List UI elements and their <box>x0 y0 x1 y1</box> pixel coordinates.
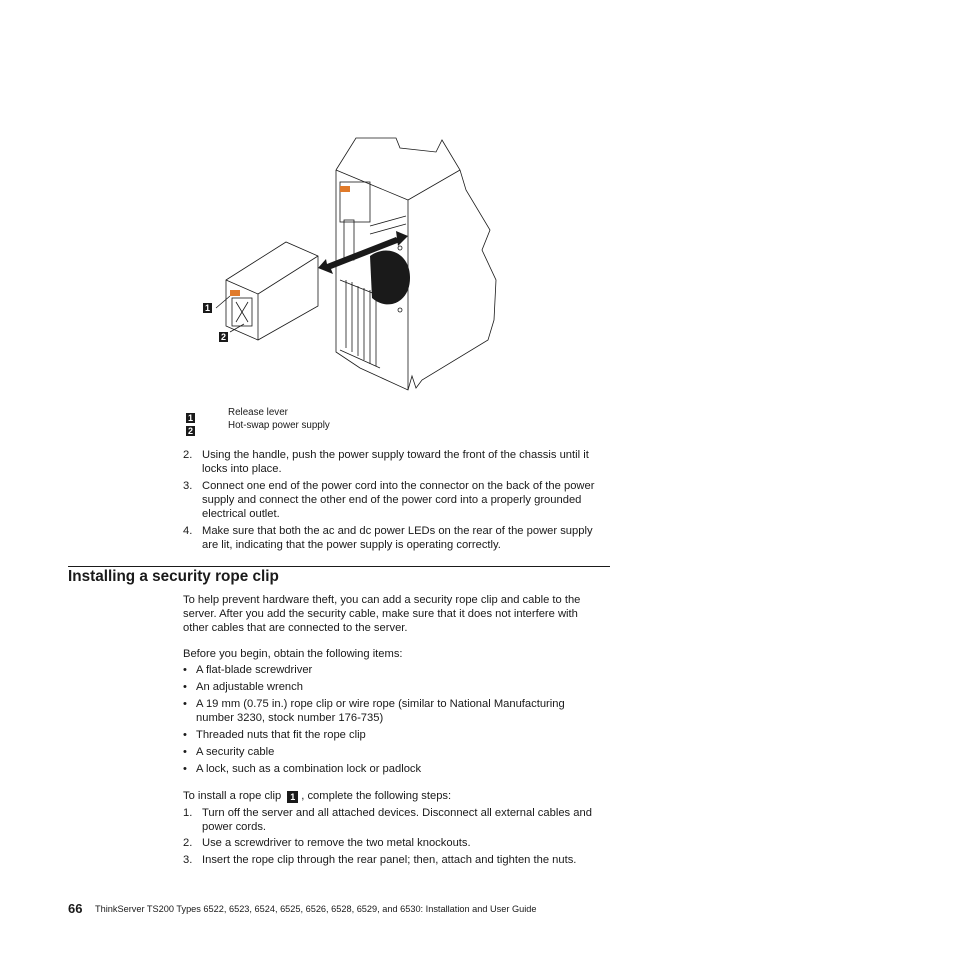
install-callout: 1 <box>287 791 298 803</box>
list-item-text: A security cable <box>196 746 275 758</box>
list-item-text: A lock, such as a combination lock or padlock <box>196 763 422 775</box>
before-you-begin: Before you begin, obtain the following items: <box>183 648 403 660</box>
step-number: 4. <box>183 525 193 537</box>
step-3 <box>183 479 613 523</box>
legend-text: Hot-swap power supply <box>228 420 330 431</box>
section-title: Installing a security rope clip <box>68 568 279 585</box>
step-number: 2. <box>183 449 193 461</box>
list-item-text: A 19 mm (0.75 in.) rope clip or wire rope (similar to National Manufacturing <box>196 698 565 710</box>
step-line: Make sure that both the ac and dc power LEDs on the rear of the power supply <box>202 525 593 537</box>
list-item-text: Threaded nuts that fit the rope clip <box>196 729 366 741</box>
legend-row <box>186 420 330 439</box>
install-intro-prefix: To install a rope clip <box>183 790 282 802</box>
list-item-text: number 3230, stock number 176-735) <box>196 712 384 724</box>
step-number: 1. <box>183 807 193 819</box>
step-line: power cords. <box>202 821 267 833</box>
install-step-1 <box>183 806 613 836</box>
intro-line: server. After you add the security cable, make sure that it does not interfere with <box>183 608 578 620</box>
legend-text: Release lever <box>228 407 288 418</box>
legend-callout: 1 <box>187 413 193 423</box>
step-line: electrical outlet. <box>202 508 280 520</box>
step-number: 3. <box>183 480 193 492</box>
figure-callout-2: 2 <box>220 332 226 342</box>
section-rule <box>68 566 610 567</box>
install-step-3 <box>183 853 613 869</box>
step-line: Use a screwdriver to remove the two metal knockouts. <box>202 837 471 849</box>
item-list: • A flat-blade screwdriver • An adjustable wrench • A 19 mm (0.75 in.) rope clip or wire rope (similar to National Manufacturing number 3230, stock number 176-735) • Threaded nuts that fit the rope clip • A security cable • A lock, such as a combination lock or padlock <box>183 664 565 775</box>
figure-callout-1: 1 <box>204 303 210 313</box>
install-intro <box>183 789 451 803</box>
list-item-text: A flat-blade screwdriver <box>196 664 313 676</box>
intro-line: To help prevent hardware theft, you can add a security rope clip and cable to the <box>183 594 581 606</box>
footer-text: ThinkServer TS200 Types 6522, 6523, 6524, 6525, 6526, 6528, 6529, and 6530: Installation and User Guide <box>95 904 537 914</box>
install-step-2 <box>183 836 613 852</box>
step-line: Insert the rope clip through the rear panel; then, attach and tighten the nuts. <box>202 854 577 866</box>
step-4 <box>183 524 613 554</box>
intro-line: other cables that are connected to the server. <box>183 622 408 634</box>
step-line: Turn off the server and all attached devices. Disconnect all external cables and <box>202 807 592 819</box>
list-item-text: An adjustable wrench <box>196 681 303 693</box>
step-line: are lit, indicating that the power supply is operating correctly. <box>202 539 501 551</box>
step-line: Using the handle, push the power supply toward the front of the chassis until it <box>202 449 589 461</box>
step-line: Connect one end of the power cord into the connector on the back of the power <box>202 480 595 492</box>
step-number: 3. <box>183 854 193 866</box>
install-intro-suffix: , complete the following steps: <box>301 790 452 802</box>
step-2 <box>183 448 613 478</box>
step-number: 2. <box>183 837 193 849</box>
power-supply-illustration <box>190 130 540 400</box>
page-number: 66 <box>68 901 83 916</box>
step-line: supply and connect the other end of the power cord into a properly grounded <box>202 494 582 506</box>
intro-paragraph <box>183 593 613 635</box>
page-footer <box>68 900 537 918</box>
legend-callout: 2 <box>187 426 193 436</box>
step-line: locks into place. <box>202 463 282 475</box>
